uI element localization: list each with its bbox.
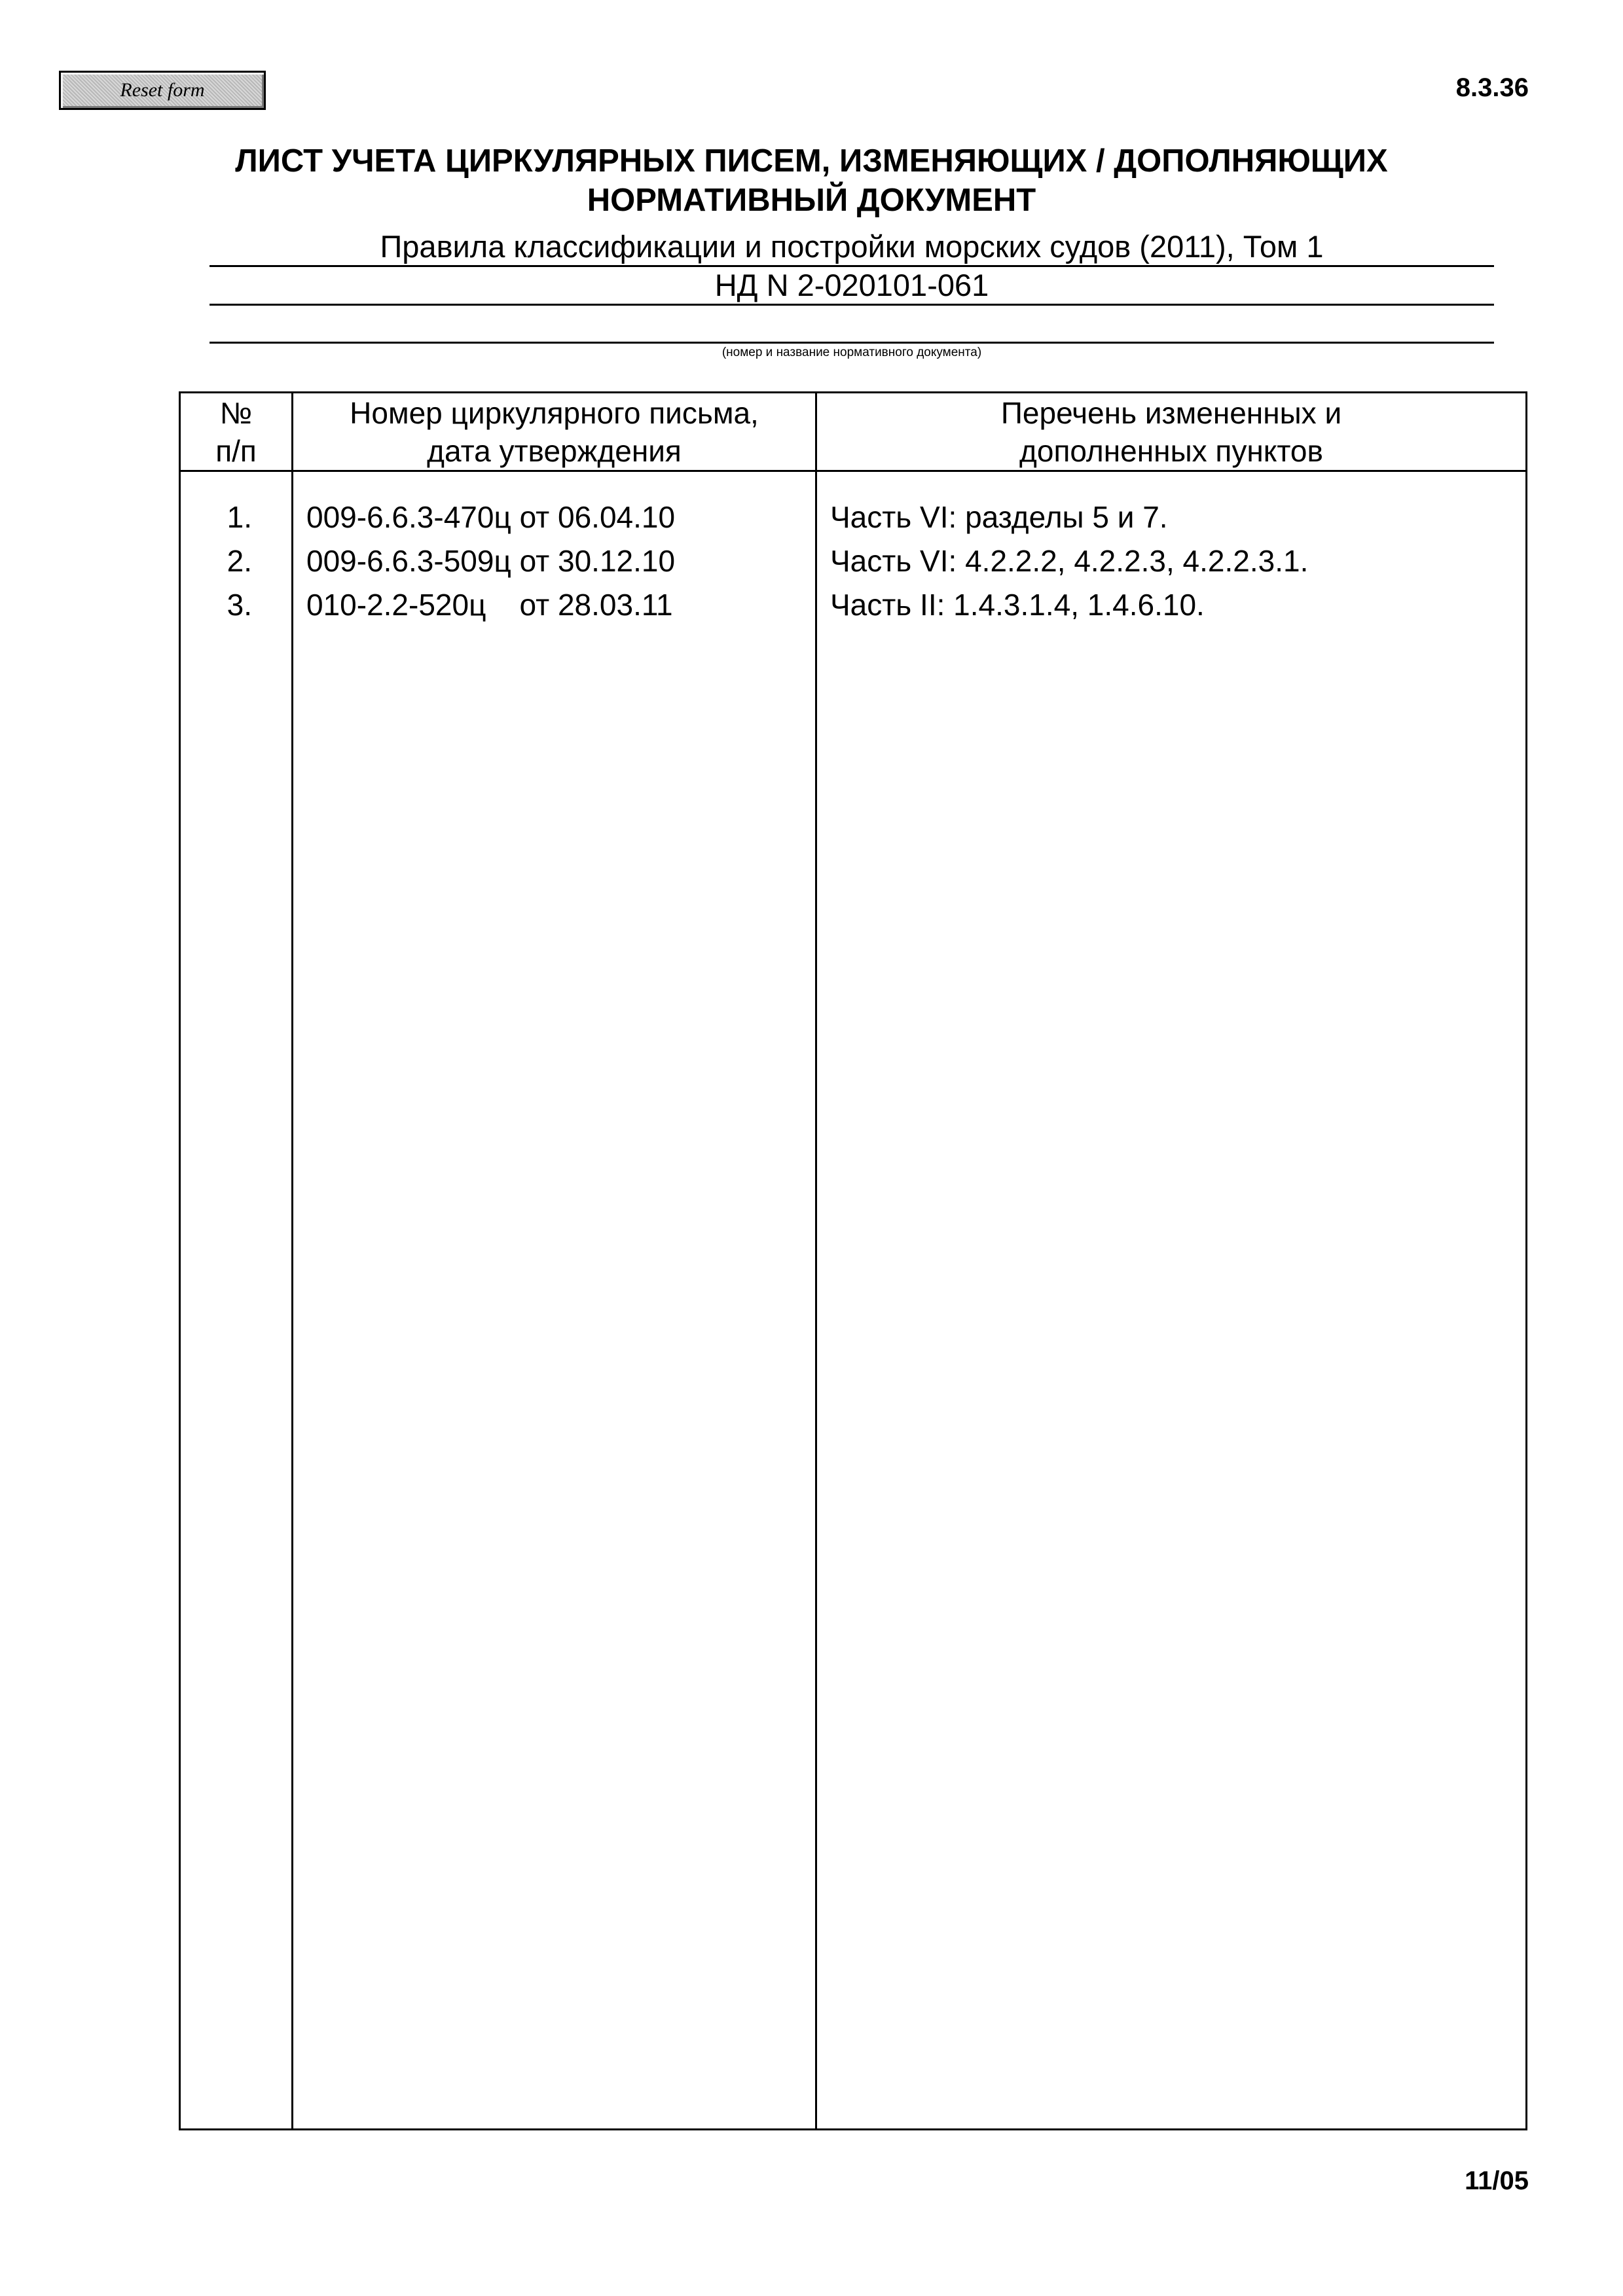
header-number <box>180 393 293 471</box>
blank-underline <box>210 342 1494 344</box>
document-number: НД N 2-020101-061 <box>210 267 1494 306</box>
page-code: 8.3.36 <box>1455 73 1529 102</box>
row-number: 3. <box>227 588 252 622</box>
row-items: Часть VI: 4.2.2.2, 4.2.2.3, 4.2.2.3.1. <box>830 544 1309 578</box>
row-items: Часть VI: разделы 5 и 7. <box>830 500 1168 534</box>
title-line-2: НОРМАТИВНЫЙ ДОКУМЕНТ <box>587 183 1036 218</box>
table-header-row <box>180 393 1527 471</box>
header-items <box>816 393 1527 471</box>
row-number: 1. <box>227 500 252 534</box>
number-column <box>180 471 293 2130</box>
letter-column <box>293 471 816 2130</box>
header-number-line-2: п/п <box>215 433 257 468</box>
header-letter-line-1: Номер циркулярного письма, <box>350 395 759 430</box>
row-letter: 009-6.6.3-470ц от 06.04.10 <box>306 500 676 534</box>
header-items-line-1: Перечень измененных и <box>1000 395 1342 430</box>
row-letter: 009-6.6.3-509ц от 30.12.10 <box>306 544 676 578</box>
footer-code: 11/05 <box>1465 2166 1529 2195</box>
header-items-line-2: дополненных пунктов <box>1019 433 1323 468</box>
row-number: 2. <box>227 544 252 578</box>
header-letter-line-2: дата утверждения <box>427 433 682 468</box>
page-title <box>0 141 1623 220</box>
circular-letters-table <box>179 391 1527 2130</box>
header-letter <box>293 393 816 471</box>
title-line-1: ЛИСТ УЧЕТА ЦИРКУЛЯРНЫХ ПИСЕМ, ИЗМЕНЯЮЩИХ / ДОПОЛНЯЮЩИХ <box>235 143 1388 179</box>
table-body-row <box>180 471 1527 2130</box>
items-column <box>816 471 1527 2130</box>
reset-form-button[interactable]: Reset form <box>59 71 266 110</box>
row-items: Часть II: 1.4.3.1.4, 1.4.6.10. <box>830 588 1205 622</box>
header-number-line-1: № <box>219 395 253 430</box>
row-letter: 010-2.2-520ц от 28.03.11 <box>306 588 673 622</box>
document-name: Правила классификации и постройки морских судов (2011), Том 1 <box>210 228 1494 267</box>
document-caption: (номер и название нормативного документа) <box>721 346 982 359</box>
